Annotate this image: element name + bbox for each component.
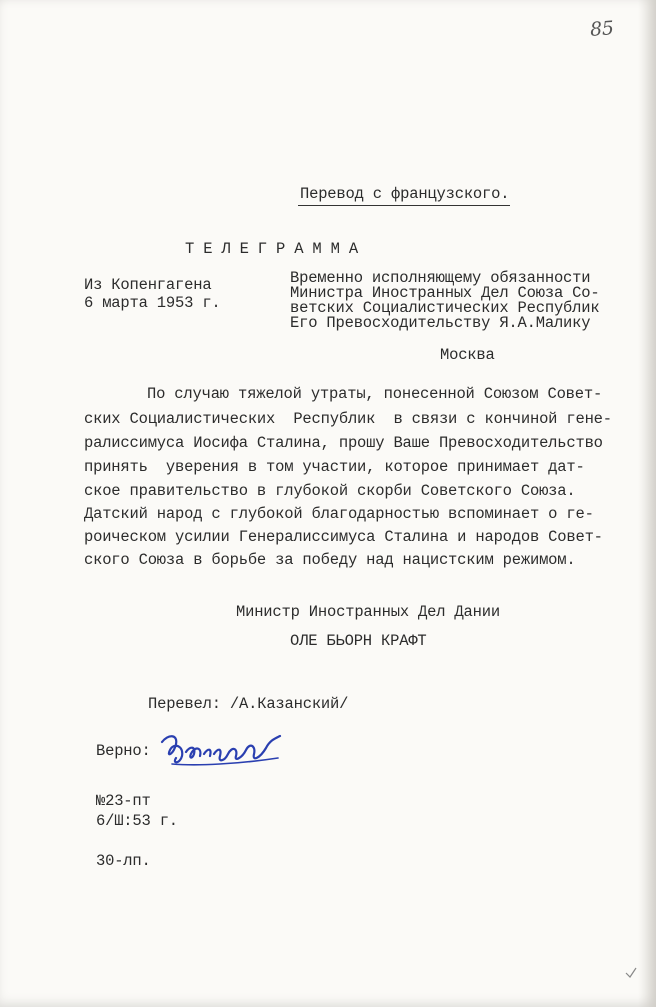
page-edge-shadow	[638, 0, 656, 1007]
translator-line: Перевел: /А.Казанский/	[148, 695, 349, 713]
origin-date: 6 марта 1953 г.	[84, 294, 221, 312]
pencil-check-mark	[624, 966, 638, 980]
body-line: ских Социалистических Республик в связи с кончиной гене-	[84, 410, 612, 428]
handwritten-signature	[158, 728, 288, 770]
verified-label: Верно:	[96, 742, 151, 760]
addressee-line-3: ветских Социалистических Республик	[290, 299, 600, 317]
telegram-title: Т Е Л Е Г Р А М М А	[185, 240, 358, 258]
body-line: ралиссимуса Иосифа Сталина, прошу Ваше Превосходительство	[84, 434, 603, 452]
destination-city: Москва	[440, 346, 495, 364]
body-line: ское правительство в глубокой скорби Советского Союза.	[84, 482, 576, 500]
reference-number: №23-пт	[96, 792, 151, 810]
page-number: 85	[589, 17, 615, 41]
translation-note-underline	[298, 205, 510, 206]
copies-count: 30-лп.	[96, 852, 151, 870]
addressee-line-4: Его Превосходительству Я.А.Малику	[290, 314, 591, 332]
addressee-line-1: Временно исполняющему обязанности	[290, 269, 591, 287]
addressee-line-2: Министра Иностранных Дел Союза Со-	[290, 284, 600, 302]
reference-date: 6/Ш:53 г.	[96, 812, 178, 830]
body-line: Датский народ с глубокой благодарностью вспоминает о ге-	[84, 505, 594, 523]
body-line: роическом усилии Генералиссимуса Сталина и народов Совет-	[84, 528, 603, 546]
signatory-name: ОЛЕ БЬОРН КРАФТ	[290, 632, 427, 650]
origin-city: Из Копенгагена	[84, 276, 212, 294]
body-line: принять уверения в том участии, которое принимает дат-	[84, 458, 585, 476]
translation-note: Перевод с французского.	[300, 185, 510, 203]
signatory-title: Министр Иностранных Дел Дании	[236, 603, 500, 621]
body-line: ского Союза в борьбе за победу над нацистским режимом.	[84, 551, 576, 569]
body-line: По случаю тяжелой утраты, понесенной Союзом Совет-	[147, 385, 603, 403]
